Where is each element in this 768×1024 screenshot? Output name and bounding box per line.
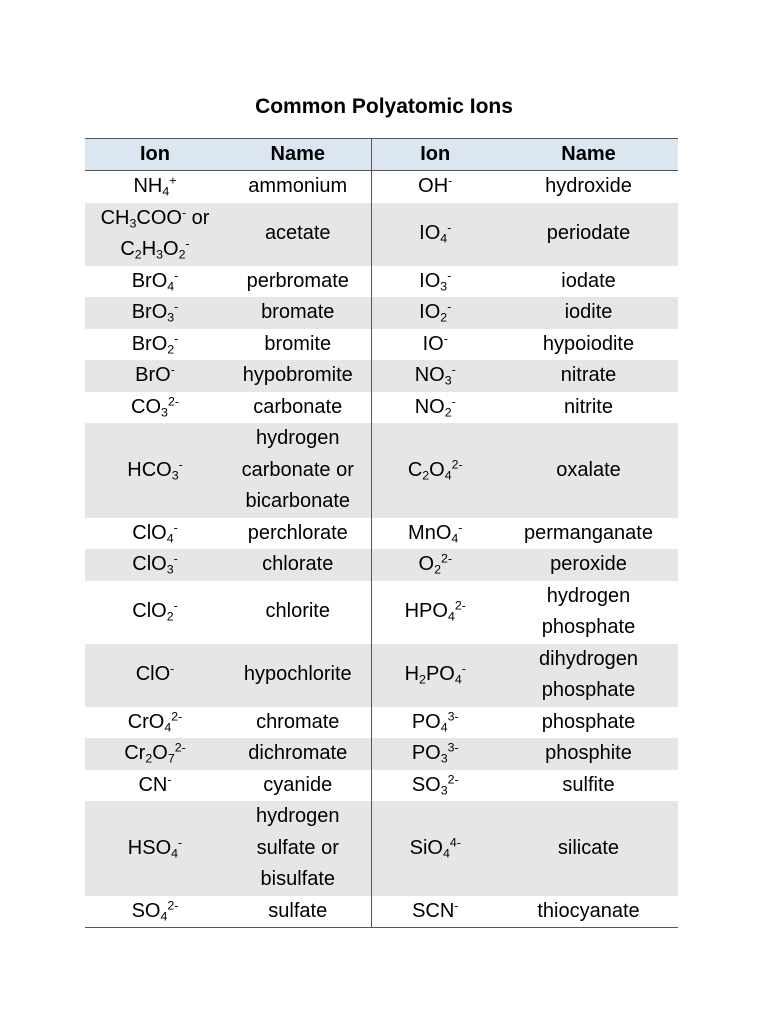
ion-formula-left: $HSO_4^-$: [85, 801, 225, 896]
ion-formula-left: BrO$_4$-: [131, 267, 179, 293]
ion-formula-left: $Cr_2O_7^{2-}$: [85, 738, 225, 770]
table-row: [85, 297, 678, 329]
ion-name-left: sulfate: [225, 896, 371, 928]
ion-formula-left: BrO$_3$-: [85, 297, 225, 329]
header-ion-left: Ion: [85, 139, 225, 171]
table-row: [85, 549, 678, 581]
ion-formula-left: ClO$_2$-: [132, 598, 178, 624]
ion-formula-right: $NO_2^-$: [414, 393, 456, 419]
ion-formula-left: BrO$_2$-: [131, 330, 179, 356]
ion-formula-left: ClO$_3$-: [85, 549, 225, 581]
ion-name-right: dihydrogen phosphate: [499, 644, 678, 707]
ion-formula-right: $SO_3^{2-}$: [411, 771, 459, 797]
ion-name-left: cyanide: [225, 770, 371, 802]
ion-formula-right: $IO_3^-$: [419, 267, 452, 293]
ion-name-left: hydrogen carbonate or bicarbonate: [225, 423, 371, 518]
ion-name-left: hydrogen sulfate or bisulfate: [225, 801, 371, 896]
ion-name-right: nitrate: [499, 360, 678, 392]
ion-name-right: hypoiodite: [542, 332, 635, 355]
ion-name-right: peroxide: [499, 549, 678, 581]
ion-formula-right: $PO_4^{3-}$: [411, 708, 459, 734]
ion-formula-right: $HPO_4^{2-}$: [404, 598, 466, 624]
ion-name-left: ammonium: [225, 171, 371, 203]
ion-name-right: silicate: [499, 801, 678, 896]
table-row: [85, 329, 678, 361]
ion-name-right: hydrogen phosphate: [541, 584, 636, 638]
table-row: [85, 518, 678, 550]
header-row: [85, 139, 678, 171]
table-row: [85, 707, 678, 739]
ion-formula-right: SCN-: [371, 896, 499, 928]
ion-formula-left: CrO$_4^{2-}$: [127, 708, 183, 734]
ion-name-left: acetate: [225, 203, 371, 266]
ion-name-left: perbromate: [225, 266, 371, 298]
table-row: [85, 644, 678, 707]
table-row: [85, 801, 678, 896]
ion-formula-right: $IO_4^-$: [371, 203, 499, 266]
ion-name-right: hydroxide: [545, 175, 632, 197]
ion-name-right: nitrite: [564, 395, 613, 418]
ion-formula-right: $IO_2^-$: [371, 297, 499, 329]
ion-name-right: phosphite: [499, 738, 678, 770]
table-row: [85, 392, 678, 424]
ion-name-left: perchlorate: [225, 518, 371, 550]
ion-formula-right: MnO$_4$-: [408, 519, 463, 545]
ion-name-left: chromate: [225, 707, 371, 739]
ion-formula-left: $HCO_3^-$: [85, 423, 225, 518]
ion-name-right: permanganate: [524, 521, 653, 544]
ion-name-left: bromite: [225, 329, 371, 361]
ion-name-left: hypobromite: [225, 360, 371, 392]
ion-formula-right: $C_2O_4^{2-}$: [371, 423, 499, 518]
ion-formula-left: CN-: [138, 771, 172, 796]
ion-formula-right: $PO_3^{3-}$: [371, 738, 499, 770]
ion-formula-right: IO-: [422, 330, 448, 355]
ion-formula-left: $SO_4^{2-}$: [85, 896, 225, 928]
ion-name-right: iodite: [499, 297, 678, 329]
ion-name-right: iodate: [561, 269, 616, 292]
ion-name-left: dichromate: [225, 738, 371, 770]
ion-name-right: thiocyanate: [499, 896, 678, 928]
table-row: [85, 266, 678, 298]
header-ion-right: Ion: [371, 139, 499, 171]
ion-name-left: bromate: [225, 297, 371, 329]
table-body: [85, 171, 678, 928]
table-row: [85, 738, 678, 770]
ion-formula-left: ClO-: [85, 644, 225, 707]
ion-formula-right: $O_2^{2-}$: [371, 549, 499, 581]
table-row: [85, 770, 678, 802]
ion-name-left: chlorite: [225, 581, 371, 644]
ion-formula-left: BrO-: [85, 360, 225, 392]
polyatomic-ions-table: [85, 138, 678, 928]
ion-name-left: carbonate: [225, 392, 371, 424]
header-name-right: Name: [499, 139, 678, 171]
ion-formula-left: $CO_3^{2-}$: [131, 393, 179, 419]
table-row: [85, 360, 678, 392]
ion-name-left: hypochlorite: [225, 644, 371, 707]
ion-name-left: chlorate: [225, 549, 371, 581]
ion-formula-left: ClO$_4$-: [132, 519, 178, 545]
ion-formula-right: $NO_3^-$: [371, 360, 499, 392]
ion-name-right: oxalate: [499, 423, 678, 518]
ion-name-right: periodate: [499, 203, 678, 266]
table-row: [85, 203, 678, 266]
table-row: [85, 423, 678, 518]
ion-formula-right: SiO$_4^{4-}$: [371, 801, 499, 896]
table-row: [85, 581, 678, 644]
ion-formula-left: $NH_4^+$: [133, 173, 177, 199]
table-title: Common Polyatomic Ions: [255, 95, 513, 118]
ion-name-right: sulfite: [562, 773, 615, 796]
table-row: [85, 171, 678, 203]
ion-name-right: phosphate: [541, 710, 636, 733]
header-name-left: Name: [225, 139, 371, 171]
ion-formula-right: $H_2PO_4^-$: [371, 644, 499, 707]
ion-formula-right: OH-: [418, 173, 453, 197]
table-row: [85, 896, 678, 928]
ion-formula-left: $CH_3COO^-$ or $C_2H_3O_2^-$: [85, 203, 225, 266]
